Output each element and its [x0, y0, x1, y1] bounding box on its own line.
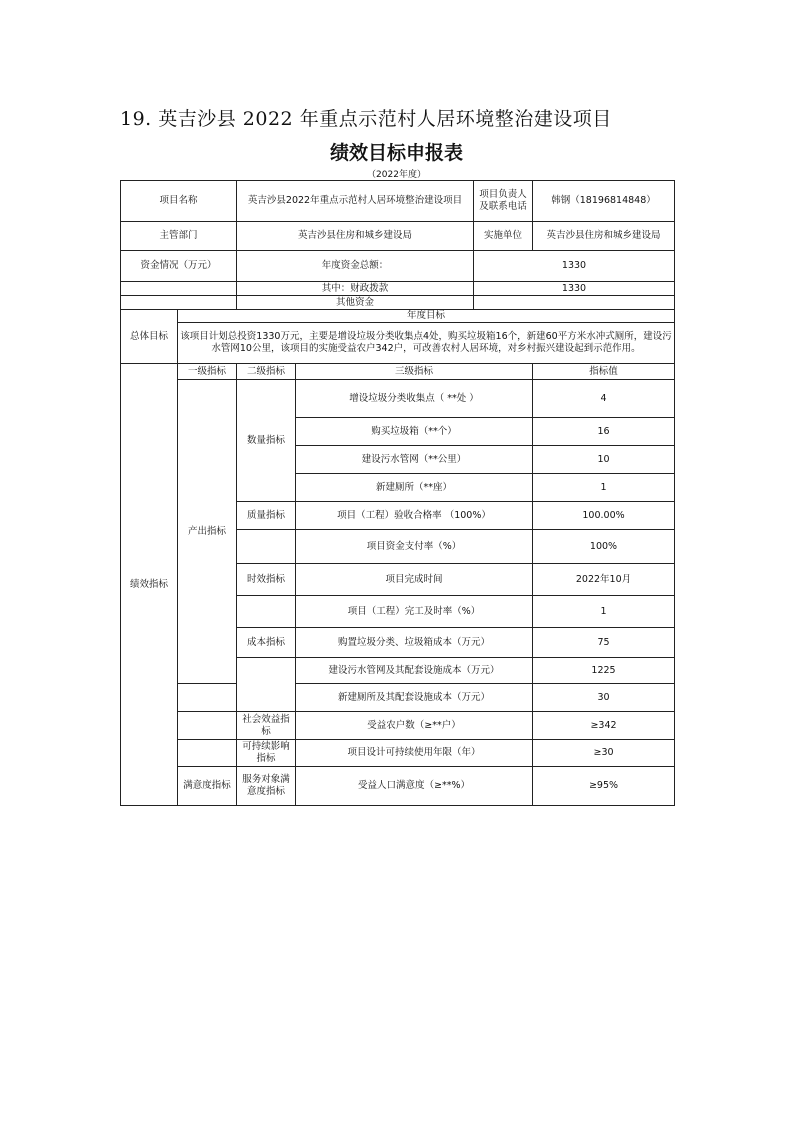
fund-other-value: [474, 296, 675, 310]
fund-total-label: 年度资金总额：: [237, 251, 474, 282]
indicator-name: 项目（工程）验收合格率 （100%）: [296, 502, 533, 530]
indicator-name: 新建厕所及其配套设施成本（万元）: [296, 684, 533, 712]
quantity-indicator-label: 数量指标: [237, 380, 296, 502]
indicator-row: [121, 684, 675, 712]
indicator-name: 受益人口满意度（≥**%）: [296, 767, 533, 806]
project-name-row: [121, 181, 675, 222]
quality-indicator-label: 质量指标: [237, 502, 296, 530]
department-label: 主管部门: [121, 222, 237, 251]
level1-blank: [178, 712, 237, 740]
indicator-value: 100.00%: [533, 502, 675, 530]
fund-other-blank: [121, 296, 237, 310]
fund-total-value: 1330: [474, 251, 675, 282]
department-row: [121, 222, 675, 251]
social-indicator-label: 社会效益指标: [237, 712, 296, 740]
indicator-value: 100%: [533, 530, 675, 564]
indicator-value: 16: [533, 418, 675, 446]
indicator-value: 1225: [533, 658, 675, 684]
goal-text-row: [121, 323, 675, 364]
performance-table: [120, 180, 675, 806]
header-value: 指标值: [533, 364, 675, 380]
form-year: （2022年度）: [367, 170, 426, 180]
goal-label: 总体目标: [121, 310, 178, 364]
level2-blank: [237, 530, 296, 564]
fund-fiscal-blank: [121, 282, 237, 296]
fund-fiscal-label: 其中：财政拨款: [237, 282, 474, 296]
fund-other-label: 其他资金: [237, 296, 474, 310]
indicator-value: 10: [533, 446, 675, 474]
indicator-section-label: 绩效指标: [121, 364, 178, 806]
header-level1: 一级指标: [178, 364, 237, 380]
fund-total-row: [121, 251, 675, 282]
level1-blank: [178, 740, 237, 767]
indicator-value: 4: [533, 380, 675, 418]
contact-value: 韩钢（18196814848）: [533, 181, 675, 222]
indicator-name: 受益农户数（≥**户）: [296, 712, 533, 740]
indicator-name: 新建厕所（**座）: [296, 474, 533, 502]
fund-fiscal-value: 1330: [474, 282, 675, 296]
indicator-name: 项目完成时间: [296, 564, 533, 596]
cost-indicator-label: 成本指标: [237, 628, 296, 658]
indicator-name: 建设污水管网及其配套设施成本（万元）: [296, 658, 533, 684]
implementer-value: 英吉沙县住房和城乡建设局: [533, 222, 675, 251]
fund-label: 资金情况（万元）: [121, 251, 237, 282]
indicator-name: 项目资金支付率（%）: [296, 530, 533, 564]
indicator-name: 项目（工程）完工及时率（%）: [296, 596, 533, 628]
department-value: 英吉沙县住房和城乡建设局: [237, 222, 474, 251]
goal-header-row: [121, 310, 675, 323]
indicator-name: 购买垃圾箱（**个）: [296, 418, 533, 446]
indicator-value: ≥95%: [533, 767, 675, 806]
level2-blank: [237, 596, 296, 628]
indicator-name: 购置垃圾分类、垃圾箱成本（万元）: [296, 628, 533, 658]
indicator-name: 项目设计可持续使用年限（年）: [296, 740, 533, 767]
service-satisfaction-label: 服务对象满意度指标: [237, 767, 296, 806]
form-title: 绩效目标申报表: [329, 142, 463, 164]
document-heading: 19. 英吉沙县 2022 年重点示范村人居环境整治建设项目: [120, 108, 612, 130]
fund-other-row: [121, 296, 675, 310]
time-indicator-label: 时效指标: [237, 564, 296, 596]
indicator-value: 1: [533, 474, 675, 502]
indicator-value: ≥30: [533, 740, 675, 767]
indicator-value: 30: [533, 684, 675, 712]
indicator-value: 75: [533, 628, 675, 658]
header-level2: 二级指标: [237, 364, 296, 380]
indicator-row: [121, 767, 675, 806]
implementer-label: 实施单位: [474, 222, 533, 251]
indicator-value: 2022年10月: [533, 564, 675, 596]
indicator-row: [121, 740, 675, 767]
goal-header: 年度目标: [178, 310, 675, 323]
indicator-name: 增设垃圾分类收集点（ **处 ）: [296, 380, 533, 418]
header-level3: 三级指标: [296, 364, 533, 380]
satisfaction-indicator-label: 满意度指标: [178, 767, 237, 806]
indicator-value: 1: [533, 596, 675, 628]
indicator-row: [121, 380, 675, 418]
contact-label: 项目负责人及联系电话: [474, 181, 533, 222]
sustain-indicator-label: 可持续影响指标: [237, 740, 296, 767]
fund-fiscal-row: [121, 282, 675, 296]
indicator-header-row: [121, 364, 675, 380]
indicator-value: ≥342: [533, 712, 675, 740]
indicator-name: 建设污水管网（**公里）: [296, 446, 533, 474]
level2-blank: [237, 658, 296, 712]
indicator-row: [121, 712, 675, 740]
project-name-label: 项目名称: [121, 181, 237, 222]
level1-blank: [178, 684, 237, 712]
project-name-value: 英吉沙县2022年重点示范村人居环境整治建设项目: [237, 181, 474, 222]
output-indicator-label: 产出指标: [178, 380, 237, 684]
goal-text: 该项目计划总投资1330万元，主要是增设垃圾分类收集点4处，购买垃圾箱16个，新建60平方米水冲式厕所，建设污水管网10公里，该项目的实施受益农户342户，可改善农村人居环境，对乡村振兴建设起到示范作用。: [178, 323, 675, 364]
